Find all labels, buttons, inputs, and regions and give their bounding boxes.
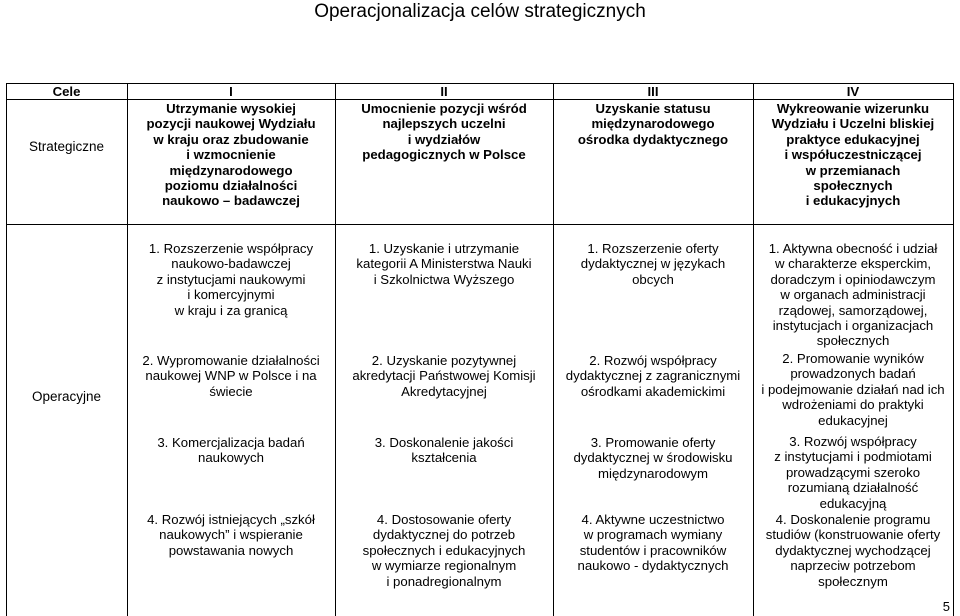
- header-cele: Cele: [52, 84, 81, 99]
- operational-goal-4-3: 3. Rozwój współpracy z instytucjami i podmiotami prowadzącymi szeroko rozumianą działalność edukacyjną: [774, 434, 932, 511]
- header-col-3: III: [647, 84, 659, 99]
- operational-goal-1-1: 1. Rozszerzenie współpracy naukowo-badawczej z instytucjami naukowymi i komercyjnymi w kraju i za granicą: [148, 241, 314, 318]
- table-border: [953, 83, 954, 616]
- operational-goal-1-2: 2. Wypromowanie działalności naukowej WNP w Polsce i na świecie: [142, 353, 320, 399]
- table-border: [6, 83, 7, 616]
- strategic-goal-2: Umocnienie pozycji wśród najlepszych uczelni i wydziałów pedagogicznych w Polsce: [361, 101, 527, 163]
- operational-goal-4-4: 4. Doskonalenie programu studiów (konstruowanie oferty dydaktycznej wychodzącej naprzeciw potrzebom społecznym: [765, 512, 941, 589]
- strategic-goal-3: Uzyskanie statusu międzynarodowego ośrodka dydaktycznego: [577, 101, 729, 147]
- page-number: 5: [942, 599, 950, 614]
- row-label-operational: Operacyjne: [31, 389, 102, 404]
- header-col-2: II: [440, 84, 448, 99]
- header-col-4: IV: [846, 84, 860, 99]
- header-col-1: I: [229, 84, 233, 99]
- operational-goal-4-2: 2. Promowanie wyników prowadzonych badań i podejmowanie działań nad ich wdrożeniami do praktyki edukacyjnej: [761, 351, 945, 428]
- strategic-goal-1: Utrzymanie wysokiej pozycji naukowej Wydziału w kraju oraz zbudowanie i wzmocnienie międzynarodowego poziomu działalności naukowo – badawczej: [146, 101, 316, 209]
- operational-goal-3-4: 4. Aktywne uczestnictwo w programach wymiany studentów i pracowników naukowo - dydaktycznych: [577, 512, 729, 574]
- operational-goal-2-3: 3. Doskonalenie jakości kształcenia: [374, 435, 514, 466]
- strategic-goal-4: Wykreowanie wizerunku Wydziału i Uczelni bliskiej praktyce edukacyjnej i współuczestniczącej w przemianach społecznych i edukacyjnych: [771, 101, 935, 209]
- table-border: [6, 224, 954, 225]
- operational-goal-3-1: 1. Rozszerzenie oferty dydaktycznej w językach obcych: [580, 241, 726, 287]
- row-label-strategic: Strategiczne: [28, 139, 105, 154]
- goals-table: [6, 83, 954, 616]
- operational-goal-2-4: 4. Dostosowanie oferty dydaktycznej do potrzeb społecznych i edukacyjnych w wymiarze regionalnym i ponadregionalnym: [362, 512, 526, 589]
- operational-goal-3-3: 3. Promowanie oferty dydaktycznej w środowisku międzynarodowym: [573, 435, 733, 481]
- operational-goal-2-1: 1. Uzyskanie i utrzymanie kategorii A Ministerstwa Nauki i Szkolnictwa Wyższego: [356, 241, 532, 287]
- operational-goal-3-2: 2. Rozwój współpracy dydaktycznej z zagranicznymi ośrodkami akademickimi: [565, 353, 741, 399]
- operational-goal-1-3: 3. Komercjalizacja badań naukowych: [157, 435, 305, 466]
- operational-goal-1-4: 4. Rozwój istniejących „szkół naukowych” i wspieranie powstawania nowych: [147, 512, 315, 558]
- operational-goal-2-2: 2. Uzyskanie pozytywnej akredytacji Państwowej Komisji Akredytacyjnej: [352, 353, 536, 399]
- operational-goal-4-1: 1. Aktywna obecność i udział w charakterze eksperckim, doradczym i opiniodawczym w organach administracji rządowej, samorządowej, instytucjach i organizacjach społecznych: [768, 241, 938, 349]
- page-title: Operacjonalizacja celów strategicznych: [314, 1, 646, 22]
